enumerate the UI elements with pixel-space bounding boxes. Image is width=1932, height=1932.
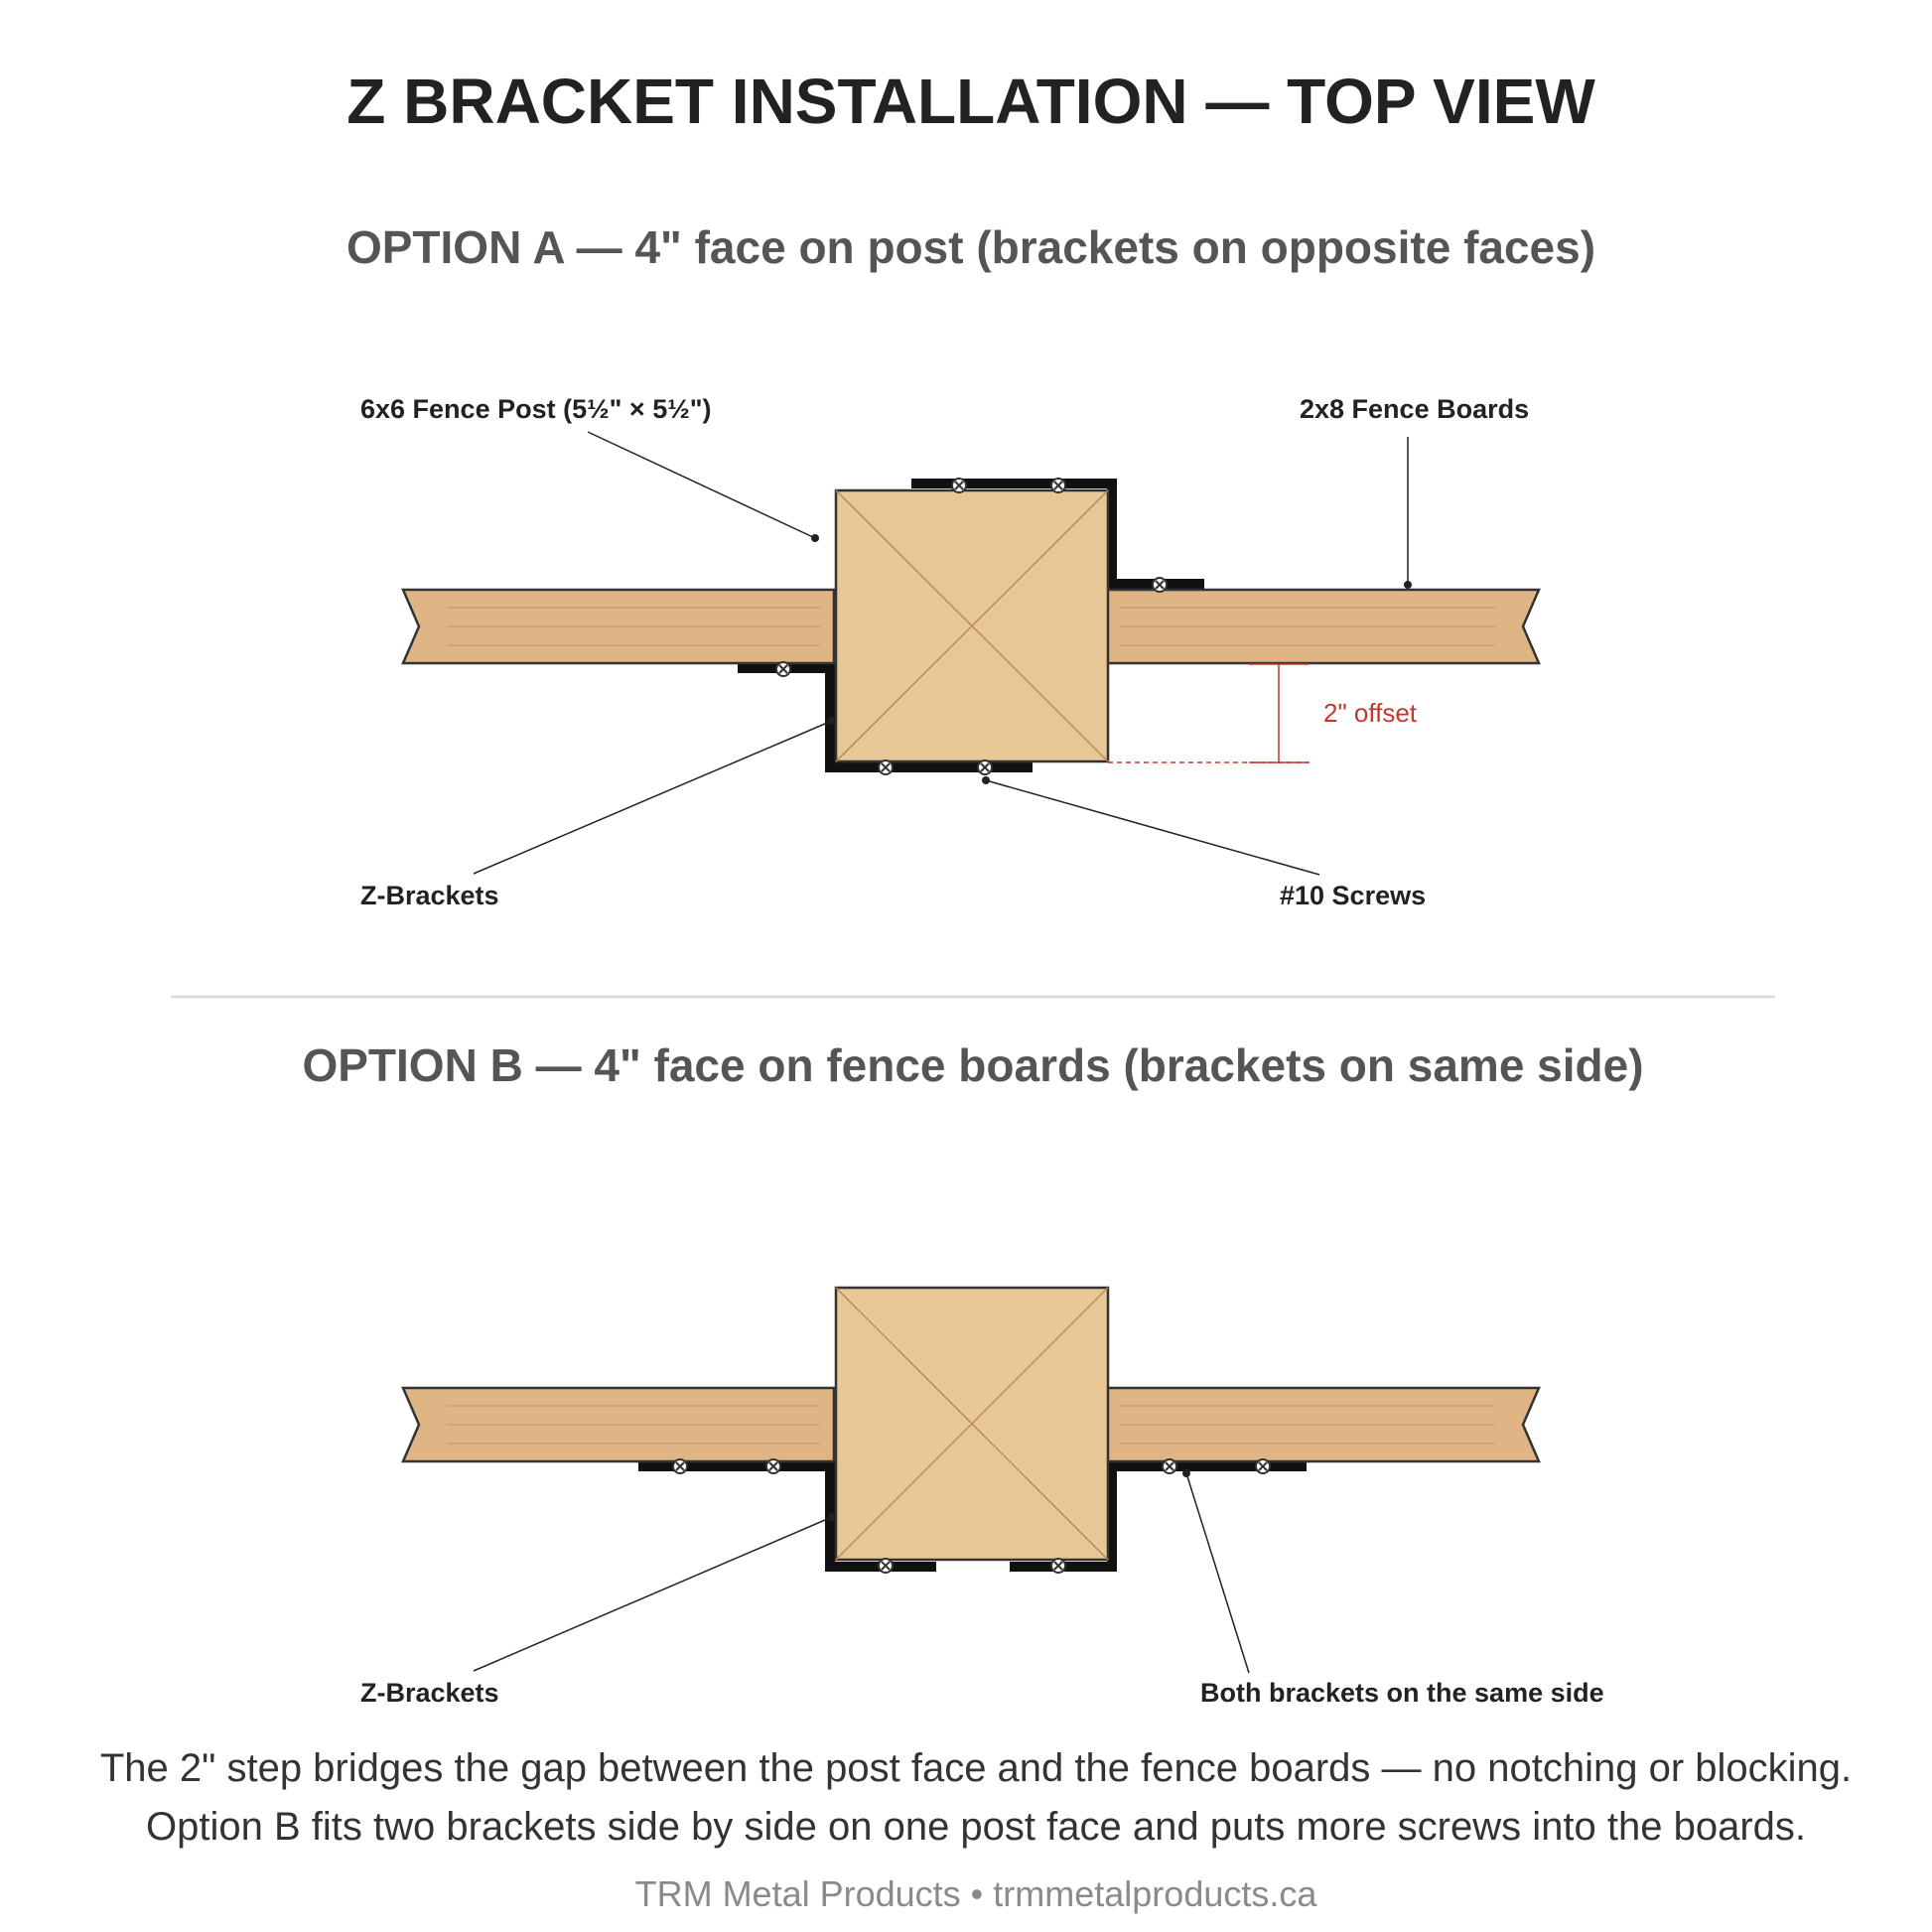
option-b-same-side-label: Both brackets on the same side	[1200, 1678, 1604, 1708]
option-a-heading: OPTION A — 4" face on post (brackets on opposite faces)	[345, 221, 1596, 273]
option-b-diagram	[360, 1288, 1604, 1708]
option-b-left-board	[403, 1388, 834, 1461]
option-b-post	[836, 1288, 1108, 1560]
option-a-left-board	[403, 590, 834, 663]
option-a-screw	[879, 760, 893, 774]
option-a-offset-dimension	[1108, 664, 1312, 762]
caption-line-2: Option B fits two brackets side by side on one post face and puts more screws into the boards.	[146, 1805, 1806, 1849]
option-a-post	[836, 490, 1108, 761]
option-a-screw	[776, 662, 790, 676]
option-a-screw	[952, 479, 966, 492]
option-a-screws-label: #10 Screws	[1280, 881, 1427, 910]
option-b-screw	[766, 1459, 780, 1473]
option-a-right-board	[1106, 590, 1539, 663]
page-title: Z BRACKET INSTALLATION — TOP VIEW	[346, 66, 1595, 137]
caption-line-1: The 2" step bridges the gap between the post face and the fence boards — no notching or blocking.	[99, 1746, 1853, 1790]
option-a-screw	[1153, 578, 1167, 592]
option-b-screw	[1051, 1559, 1065, 1573]
option-b-screw	[673, 1459, 687, 1473]
option-b-screw	[1256, 1459, 1270, 1473]
option-a-boards-label: 2x8 Fence Boards	[1300, 394, 1530, 424]
option-b-screw	[1163, 1459, 1176, 1473]
footer-credit: TRM Metal Products • trmmetalproducts.ca	[634, 1873, 1317, 1914]
option-b-right-board	[1106, 1388, 1539, 1461]
option-a-screw	[978, 760, 992, 774]
option-a-brackets-label: Z-Brackets	[360, 881, 499, 910]
option-a-offset-label: 2" offset	[1323, 698, 1418, 728]
option-a-screw	[1051, 479, 1065, 492]
option-a-post-label: 6x6 Fence Post (5½" × 5½")	[360, 394, 712, 424]
option-b-heading: OPTION B — 4" face on fence boards (brackets on same side)	[302, 1039, 1644, 1091]
option-a-diagram	[360, 394, 1539, 910]
option-b-brackets-label: Z-Brackets	[360, 1678, 499, 1708]
option-b-screw	[879, 1559, 893, 1573]
